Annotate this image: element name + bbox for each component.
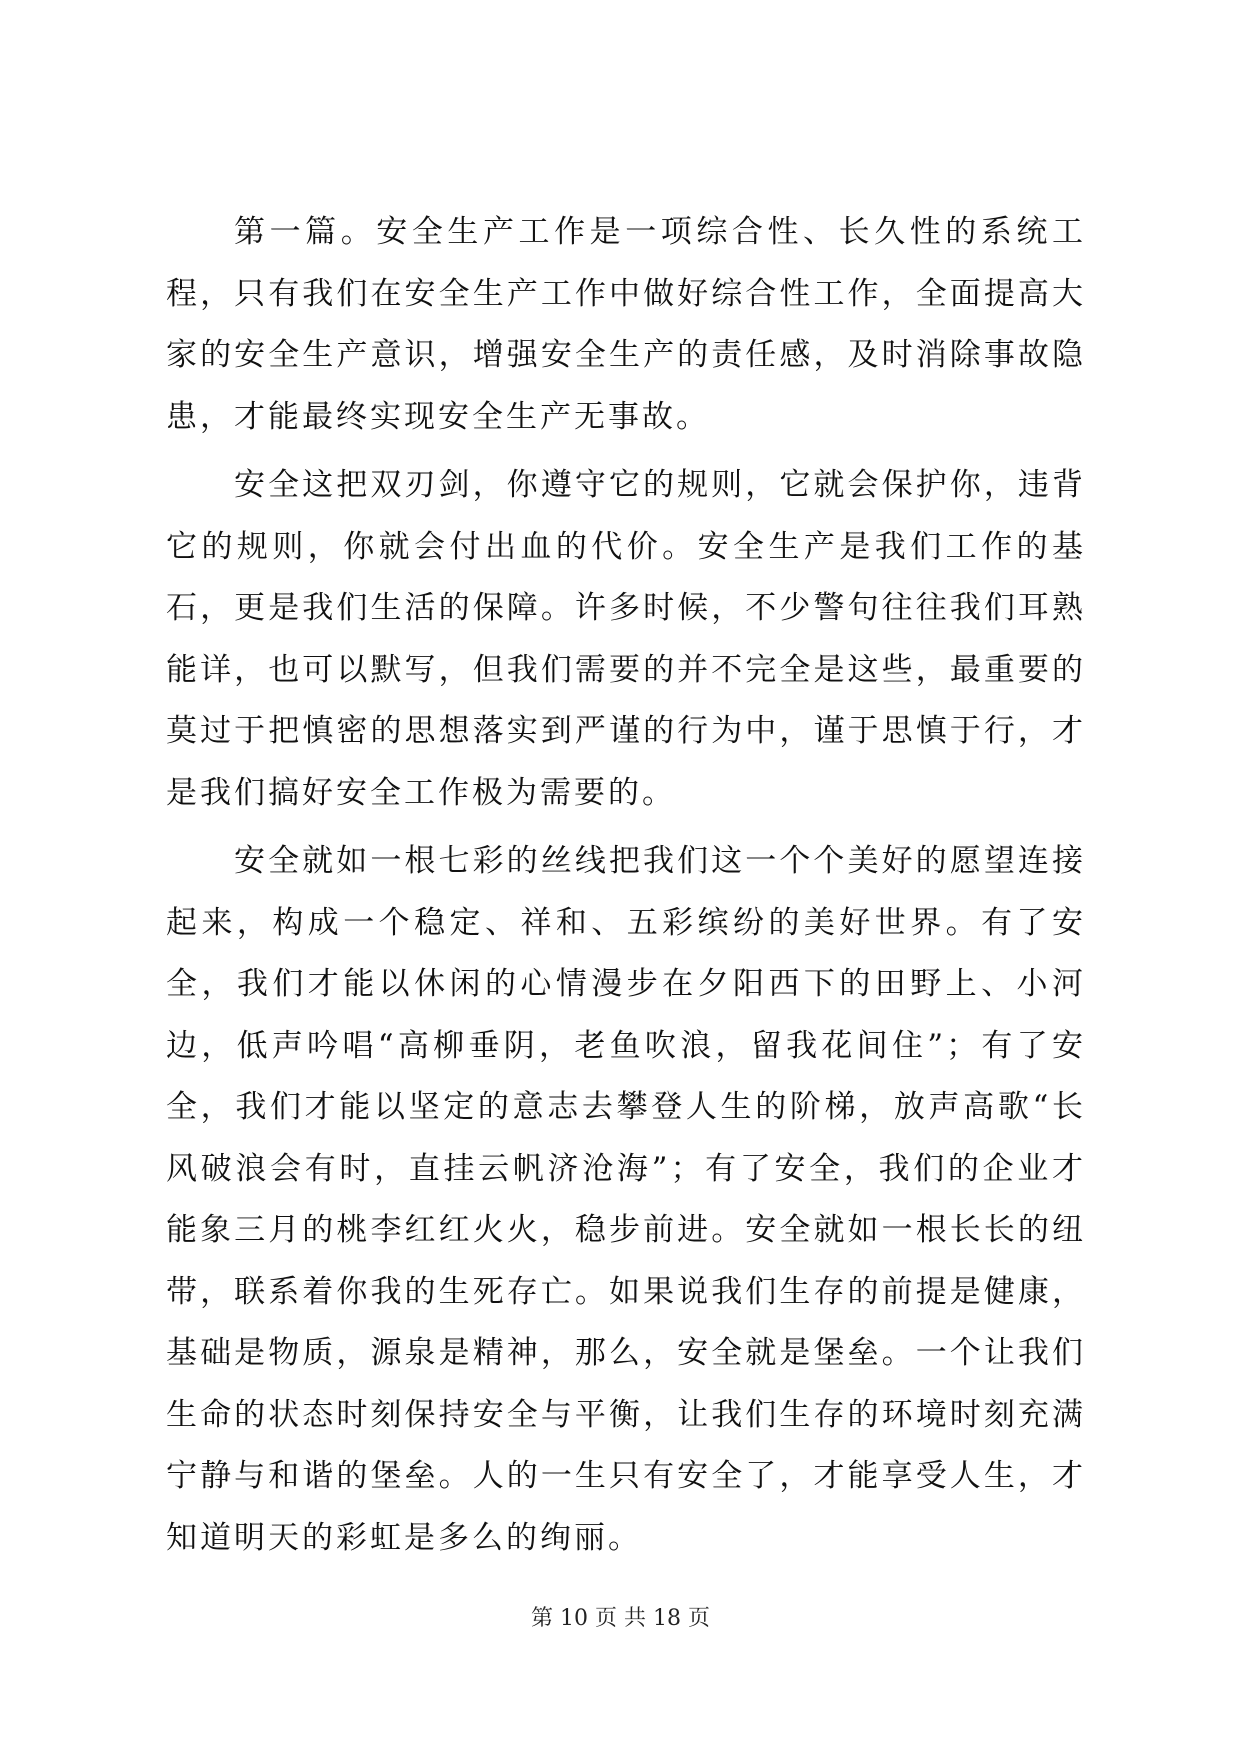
paragraph-2: 安全这把双刃剑，你遵守它的规则，它就会保护你，违背它的规则，你就会付出血的代价。安全生产是我们工作的基石，更是我们生活的保障。许多时候，不少警句往往我们耳熟能详，也可以默写，但我们需要的并不完全是这些，最重要的莫过于把慎密的思想落实到严谨的行为中，谨于思慎于行，才是我们搞好安全工作极为需要的。 (166, 467, 1086, 811)
paragraph-3: 安全就如一根七彩的丝线把我们这一个个美好的愿望连接起来，构成一个稳定、祥和、五彩缤纷的美好世界。有了安全，我们才能以休闲的心情漫步在夕阳西下的田野上、小河边，低声吟唱“高柳垂阴，老鱼吹浪，留我花间住”；有了安全，我们才能以坚定的意志去攀登人生的阶梯，放声高歌“长风破浪会有时，直挂云帆济沧海”；有了安全，我们的企业才能象三月的桃李红红火火，稳步前进。安全就如一根长长的纽带，联系着你我的生死存亡。如果说我们生存的前提是健康，基础是物质，源泉是精神，那么，安全就是堡垒。一个让我们生命的状态时刻保持安全与平衡，让我们生存的环境时刻充满宁静与和谐的堡垒。人的一生只有安全了，才能享受人生，才知道明天的彩虹是多么的绚丽。 (166, 843, 1086, 1556)
document-body (166, 202, 1086, 1576)
page-footer: 第 10 页 共 18 页 (531, 1606, 710, 1631)
paragraph-1: 第一篇。安全生产工作是一项综合性、长久性的系统工程，只有我们在安全生产工作中做好综合性工作，全面提高大家的安全生产意识，增强安全生产的责任感，及时消除事故隐患，才能最终实现安全生产无事故。 (166, 214, 1086, 435)
